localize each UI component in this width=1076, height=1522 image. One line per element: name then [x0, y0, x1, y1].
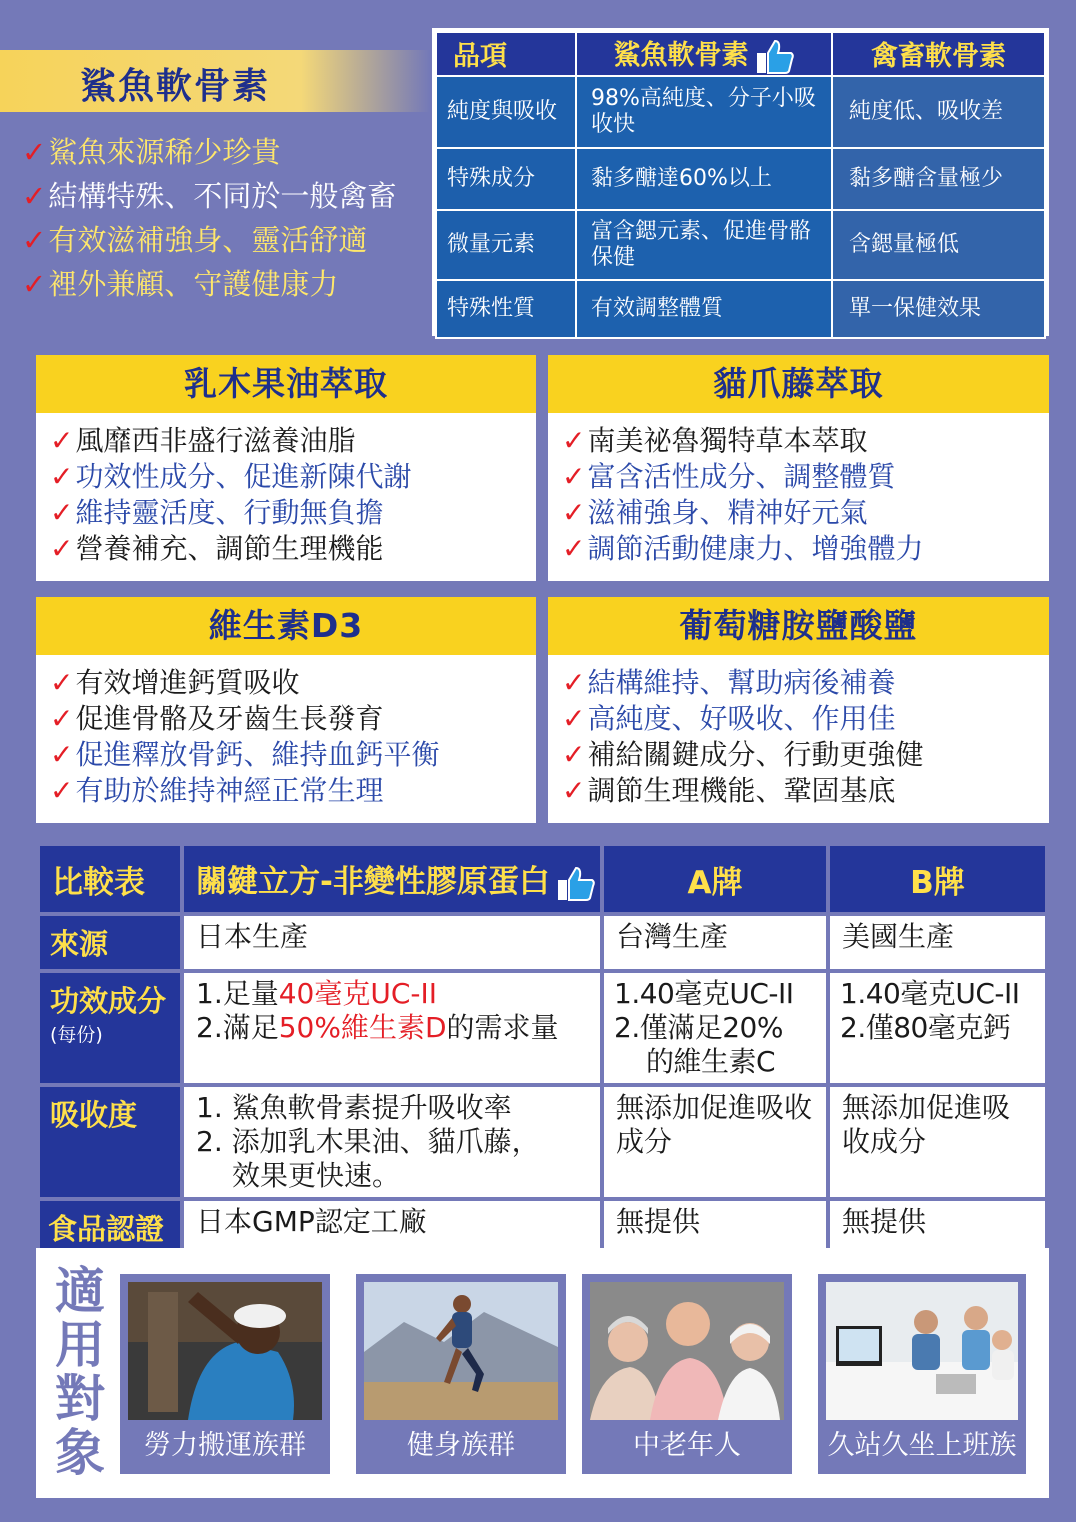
table-cell: 有效調整體質: [576, 280, 832, 338]
list-item: ✓富含活性成分、調整體質: [562, 460, 896, 493]
thumbs-up-icon: [556, 866, 596, 902]
list-item: ✓有效增進鈣質吸收: [50, 666, 300, 699]
ingredient-title: 葡萄糖胺鹽酸鹽: [548, 597, 1049, 655]
list-item: ✓結構維持、幫助病後補養: [562, 666, 896, 699]
table-cell: 黏多醣含量極少: [832, 148, 1045, 210]
table-cell: 無添加促進吸收成分: [602, 1085, 828, 1199]
shark-benefit-3: ✓有效滋補強身、靈活舒適: [22, 223, 368, 257]
table-cell: 黏多醣達60%以上: [576, 148, 832, 210]
ingredient-box-cats-claw: [548, 355, 1049, 581]
shark-benefit-4: ✓裡外兼顧、守護健康力: [22, 267, 339, 301]
table-cell: 日本生產: [182, 914, 602, 971]
table-cell: 無提供: [602, 1199, 828, 1256]
table-row-label: 微量元素: [436, 210, 576, 280]
list-item: ✓調節生理機能、鞏固基底: [562, 774, 896, 807]
group-card-office: [818, 1274, 1026, 1474]
brand-comparison-table: [36, 842, 1049, 1246]
runner-photo: [364, 1282, 558, 1420]
table-row-label: 純度與吸收: [436, 76, 576, 148]
table-cell: 1. 鯊魚軟骨素提升吸收率 2. 添加乳木果油、貓爪藤， 效果更快速。: [182, 1085, 602, 1199]
table-cell: 富含鍶元素、促進骨骼保健: [576, 210, 832, 280]
table-row-label: 功效成分 (每份): [38, 971, 182, 1085]
cartilage-comparison-table: [432, 28, 1049, 336]
ingredient-box-glucosamine: [548, 597, 1049, 823]
shark-benefit-1: ✓鯊魚來源稀少珍貴: [22, 135, 281, 169]
ingredient-title: 維生素D3: [36, 597, 536, 655]
table-row-label: 特殊成分: [436, 148, 576, 210]
table-cell: 1.足量40毫克UC-II 2.滿足50%維生素D的需求量: [182, 971, 602, 1085]
group-card-seniors: [582, 1274, 792, 1474]
check-icon: ✓: [22, 179, 47, 213]
table-row-label: 食品認證: [38, 1199, 182, 1256]
labor-worker-photo: [128, 1282, 322, 1420]
list-item: ✓功效性成分、促進新陳代謝: [50, 460, 412, 493]
table-header-shark: 鯊魚軟骨素: [576, 32, 832, 76]
shark-benefit-2: ✓結構特殊、不同於一般禽畜: [22, 179, 397, 213]
table-cell: 日本GMP認定工廠: [182, 1199, 602, 1256]
shark-title: 鯊魚軟骨素: [80, 66, 271, 107]
group-label: 久站久坐上班族: [827, 1430, 1017, 1461]
check-icon: ✓: [22, 135, 47, 169]
check-icon: ✓: [22, 267, 47, 301]
group-label: 中老年人: [633, 1430, 741, 1461]
table-cell: 單一保健效果: [832, 280, 1045, 338]
list-item: ✓高純度、好吸收、作用佳: [562, 702, 896, 735]
group-label: 健身族群: [407, 1430, 515, 1461]
shark-title-banner: [0, 50, 430, 112]
list-item: ✓有助於維持神經正常生理: [50, 774, 384, 807]
check-icon: ✓: [22, 223, 47, 257]
target-groups-panel: [36, 1248, 1049, 1498]
office-workers-photo: [826, 1282, 1018, 1420]
list-item: ✓促進釋放骨鈣、維持血鈣平衡: [50, 738, 440, 771]
group-card-fitness: [356, 1274, 566, 1474]
list-item: ✓風靡西非盛行滋養油脂: [50, 424, 356, 457]
list-item: ✓促進骨骼及牙齒生長發育: [50, 702, 384, 735]
table-cell: 無提供: [828, 1199, 1047, 1256]
table-header-brand-a: A牌: [602, 844, 828, 914]
table-header-item: 品項: [436, 32, 576, 76]
table-cell: 含鍶量極低: [832, 210, 1045, 280]
shark-benefit-list: [22, 130, 432, 306]
table-header-brand-b: B牌: [828, 844, 1047, 914]
table-header-compare: 比較表: [38, 844, 182, 914]
table-cell: 1.40毫克UC-II 2.僅滿足20% 的維生素C: [602, 971, 828, 1085]
ingredient-box-shea: [36, 355, 536, 581]
table-cell: 美國生產: [828, 914, 1047, 971]
table-header-ours: 關鍵立方-非變性膠原蛋白: [182, 844, 602, 914]
group-card-labor: [120, 1274, 330, 1474]
table-cell: 1.40毫克UC-II 2.僅80毫克鈣: [828, 971, 1047, 1085]
table-cell: 純度低、吸收差: [832, 76, 1045, 148]
list-item: ✓補給關鍵成分、行動更強健: [562, 738, 924, 771]
list-item: ✓調節活動健康力、增強體力: [562, 532, 924, 565]
list-item: ✓維持靈活度、行動無負擔: [50, 496, 384, 529]
table-row-label: 來源: [38, 914, 182, 971]
table-cell: 98%高純度、分子小吸收快: [576, 76, 832, 148]
target-groups-title: 適用對象: [55, 1262, 105, 1482]
list-item: ✓滋補強身、精神好元氣: [562, 496, 868, 529]
ingredient-box-vitamin-d3: [36, 597, 536, 823]
list-item: ✓營養補充、調節生理機能: [50, 532, 384, 565]
thumbs-up-icon: [755, 39, 795, 75]
seniors-photo: [590, 1282, 784, 1420]
table-row-label: 特殊性質: [436, 280, 576, 338]
table-cell: 無添加促進吸收成分: [828, 1085, 1047, 1199]
list-item: ✓南美祕魯獨特草本萃取: [562, 424, 868, 457]
table-cell: 台灣生產: [602, 914, 828, 971]
ingredient-title: 貓爪藤萃取: [548, 355, 1049, 413]
table-header-poultry: 禽畜軟骨素: [832, 32, 1045, 76]
table-row-label: 吸收度: [38, 1085, 182, 1199]
group-label: 勞力搬運族群: [144, 1430, 306, 1461]
ingredient-title: 乳木果油萃取: [36, 355, 536, 413]
